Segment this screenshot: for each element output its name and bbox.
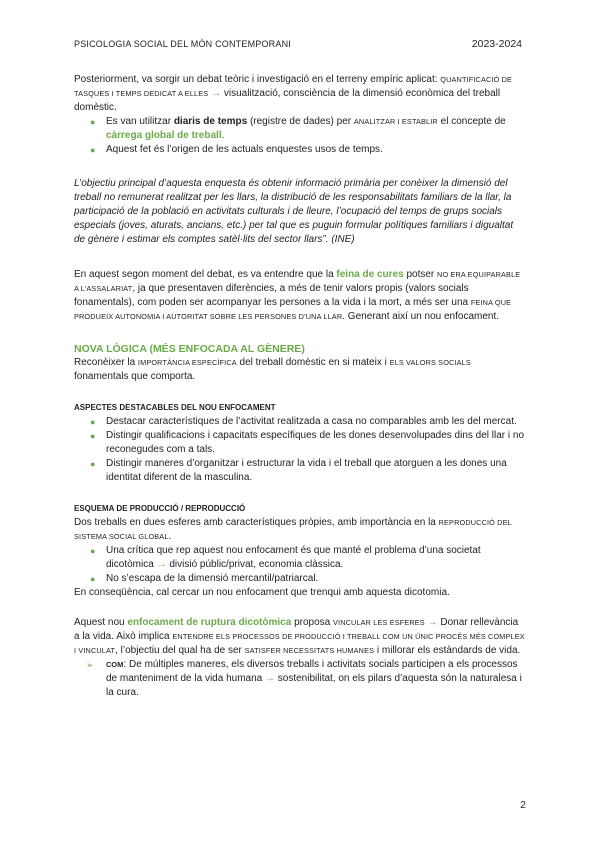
paragraph-segon-moment: En aquest segon moment del debat, es va entendre que la feina de cures potser NO ERA EQUIPARABLE A L’ASSALARIAT, ja que presentaven diferències, a més de tenir valors propis (valors socials fonamentals), com poden ser acompanyar les persones a la vida i la mort, a més ser una FEINA QUE PRODUEIX AUTONOMIA I AUTORITAT SOBRE LES PERSONES D’UNA LLAR. Generant així un nou enfocament. [74, 269, 521, 322]
bullet-icon: ● [90, 117, 96, 127]
list-item: ● Es van utilitzar diaris de temps (registre de dades) per ANALITZAR I ESTABLIR el concepte de càrrega global de treball. [90, 116, 506, 141]
list-item: ● Una crítica que rep aquest nou enfocament és que manté el problema d’una societat dicotòmica → divisió públic/privat, economia clàssica. [90, 545, 481, 570]
arrowhead-bullet-icon: ➢ [86, 660, 94, 670]
bullet-icon: ● [90, 574, 96, 584]
list-item: ● No s’escapa de la dimensió mercantil/patriarcal. [90, 573, 319, 584]
arrow-list-com [74, 658, 526, 700]
page-body [74, 73, 526, 700]
page-number: 2 [520, 799, 526, 811]
bullet-list-esquema [74, 544, 526, 586]
paragraph-consequencia: En conseqüència, cal cercar un nou enfocament que trenqui amb aquesta dicotomia. [74, 587, 450, 598]
paragraph-nova-logica: Reconèixer la IMPORTÀNCIA ESPECÍFICA del treball domèstic en si mateix i ELS VALORS SOCIALS fonamentals que comporta. [74, 357, 471, 382]
list-item: ● Distingir qualificacions i capacitats específiques de les dones desenvolupades dins del llar i no reconegudes com a tals. [90, 430, 525, 455]
paragraph-esquema: Dos treballs en dues esferes amb característiques pròpies, amb importància en la REPRODUCCIÓ DEL SISTEMA SOCIAL GLOBAL. [74, 517, 512, 542]
bullet-icon: ● [90, 459, 96, 469]
list-item: ➢ COM: De múltiples maneres, els diversos treballs i activitats socials participen a els processos de manteniment de la vida humana → sostenibilitat, on els pilars d’aquesta són la naturalesa i la cura. [86, 659, 522, 698]
bullet-icon: ● [90, 431, 96, 441]
arrow-icon: → [211, 88, 222, 99]
section-heading-nova-logica: NOVA LÒGICA (MÉS ENFOCADA AL GÈNERE) [74, 343, 305, 355]
list-item: ● Destacar característiques de l’activitat realitzada a casa no comparables amb les del mercat. [90, 416, 517, 427]
section-heading-aspectes: ASPECTES DESTACABLES DEL NOU ENFOCAMENT [74, 403, 276, 412]
arrow-icon: → [427, 617, 438, 628]
paragraph-ruptura: Aquest nou enfocament de ruptura dicotòmica proposa VINCULAR LES ESFERES → Donar rellevància a la vida. Això implica ENTENDRE ELS PROCESSOS DE PRODUCCIÓ I TREBALL COM UN ÚNIC PROCÉS MÉS COMPLEX I VINCULAT, l’objectiu del qual ha de ser SATISFER NECESSITATS HUMANES i millorar els estàndards de vida. [74, 617, 525, 656]
bullet-list-diaris [74, 115, 526, 157]
header-year: 2023-2024 [471, 38, 522, 50]
bullet-icon: ● [90, 145, 96, 155]
ine-quote: L’objectiu principal d’aquesta enquesta és obtenir informació primària per conèixer la dimensió del treball no remunerat realitzat per les llars, la distribució de les responsabilitats familiars de la llar, la participació de la població en activitats culturals i de lleure, l’ocupació del temps de grups socials especials (joves, aturats, ancians, etc.) per tal que es puguin formular polítiques familiars i digualtat de gènere i estimar els comptes satèl·lits del sector llars”. (INE) [74, 178, 514, 245]
arrow-icon: → [156, 559, 167, 570]
bullet-icon: ● [90, 546, 96, 556]
section-heading-esquema: ESQUEMA DE PRODUCCIÓ / REPRODUCCIÓ [74, 504, 246, 513]
paragraph-debat: Posteriorment, va sorgir un debat teòric i investigació en el terreny empíric aplicat: QUANTIFICACIÓ DE TASQUES I TEMPS DEDICAT A ELLES → visualització, consciència de la dimensió econòmica del treball domèstic. [74, 74, 513, 113]
list-item: ● Aquest fet és l’origen de les actuals enquestes usos de temps. [90, 144, 383, 155]
bullet-icon: ● [90, 417, 96, 427]
list-item: ● Distingir maneres d’organitzar i estructurar la vida i el treball que atorguen a les dones una identitat diferent de la masculina. [90, 458, 507, 483]
arrow-icon: → [265, 673, 275, 684]
header-title: PSICOLOGIA SOCIAL DEL MÓN CONTEMPORANI [74, 39, 291, 49]
bullet-list-aspectes [74, 415, 526, 485]
